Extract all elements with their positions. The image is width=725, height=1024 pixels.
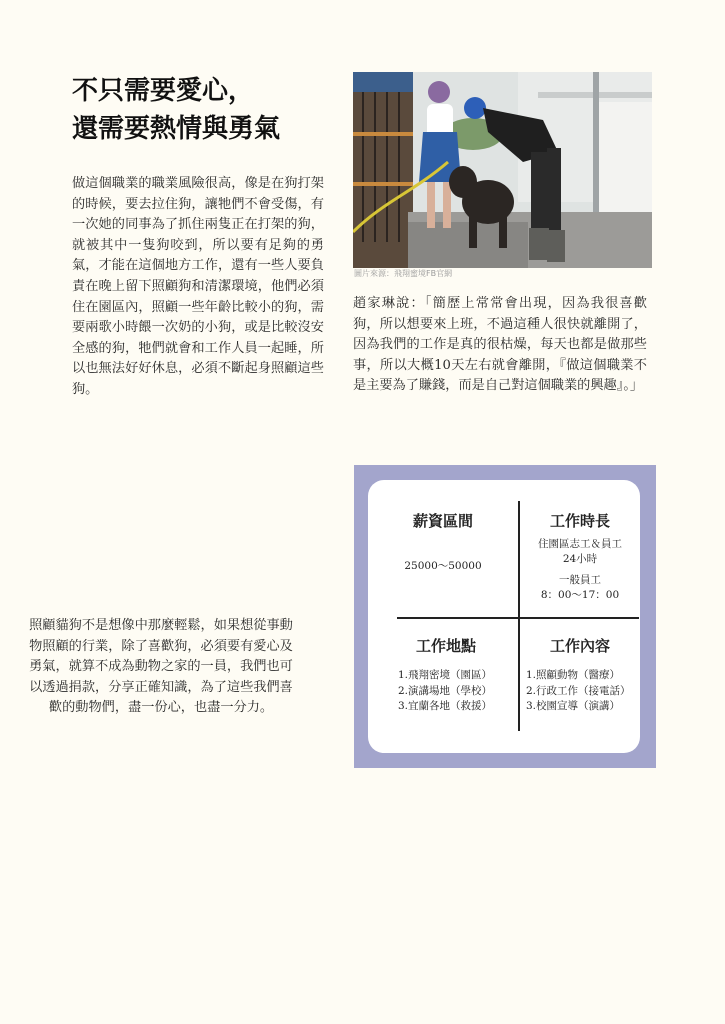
location-heading: 工作地點 <box>415 637 476 655</box>
content-cell <box>520 635 640 715</box>
bottom-paragraph: 照顧貓狗不是想像中那麼輕鬆，如果想從事動物照顧的行業，除了喜歡狗，必須要有愛心及勇氣，就算不成為動物之家的一員，我們也可以透過捐款，分享正確知識，為了這些我們喜歡的動物們，盡一份心，也盡一分力。 <box>29 618 293 716</box>
salary-cell <box>378 510 508 574</box>
hours-resident-label: 住園區志工＆員工 <box>538 538 622 550</box>
article-title <box>72 72 332 148</box>
title-line-2: 還需要熱情與勇氣 <box>72 114 281 144</box>
hours-cell <box>520 510 640 603</box>
horizontal-divider <box>397 617 639 619</box>
left-paragraph: 做這個職業的職業風險很高，像是在狗打架的時候，要去拉住狗，讓牠們不會受傷，有一次她的同事為了抓住兩隻正在打架的狗，就被其中一隻狗咬到，所以要有足夠的勇氣，才能在這個地方工作，還有一些人要負責在晚上留下照顧狗和清潔環境，他們必須住在園區內，照顧一些年齡比較小的狗，需要兩歌小時餵一次奶的小狗，或是比較沒安全感的狗，牠們就會和工作人員一起睡，所以也無法好好休息，必須不斷起身照顧這些狗。 <box>72 176 324 397</box>
content-heading: 工作內容 <box>549 637 610 655</box>
hours-regular-label: 一般員工 <box>559 574 601 586</box>
content-item-1: 1.照顧動物（醫療） <box>526 669 621 681</box>
job-info-panel <box>368 480 640 753</box>
salary-value: 25000～50000 <box>404 560 482 572</box>
content-item-3: 3.校園宣導（演講） <box>526 700 621 712</box>
hours-regular-value: 8：00～17：00 <box>540 589 620 601</box>
location-cell <box>378 635 514 715</box>
salary-heading: 薪資區間 <box>412 512 473 530</box>
hours-heading: 工作時長 <box>549 512 610 530</box>
hours-resident-value: 24小時 <box>562 553 598 565</box>
content-item-2: 2.行政工作（接電話） <box>526 684 631 697</box>
location-item-1: 1.飛翔密境（園區） <box>398 669 493 681</box>
quote-paragraph: 趙家琳說：「簡歷上常常會出現，因為我很喜歡狗，所以想要來上班，不過這種人很快就離開了，因為我們的工作是真的很枯燥，每天也都是做那些事，所以大概10天左右就會離開，『做這個職業不是主要為了賺錢，而是自己對這個職業的興趣』。」 <box>353 296 647 394</box>
location-item-2: 2.演講場地（學校） <box>398 684 493 697</box>
title-line-1: 不只需要愛心， <box>72 76 255 106</box>
job-info-card <box>354 465 656 768</box>
location-item-3: 3.宜蘭各地（救援） <box>398 700 493 712</box>
dog-washing-photo <box>353 72 652 268</box>
photo-caption: 圖片來源：飛翔蜜境FB官網 <box>354 269 453 278</box>
